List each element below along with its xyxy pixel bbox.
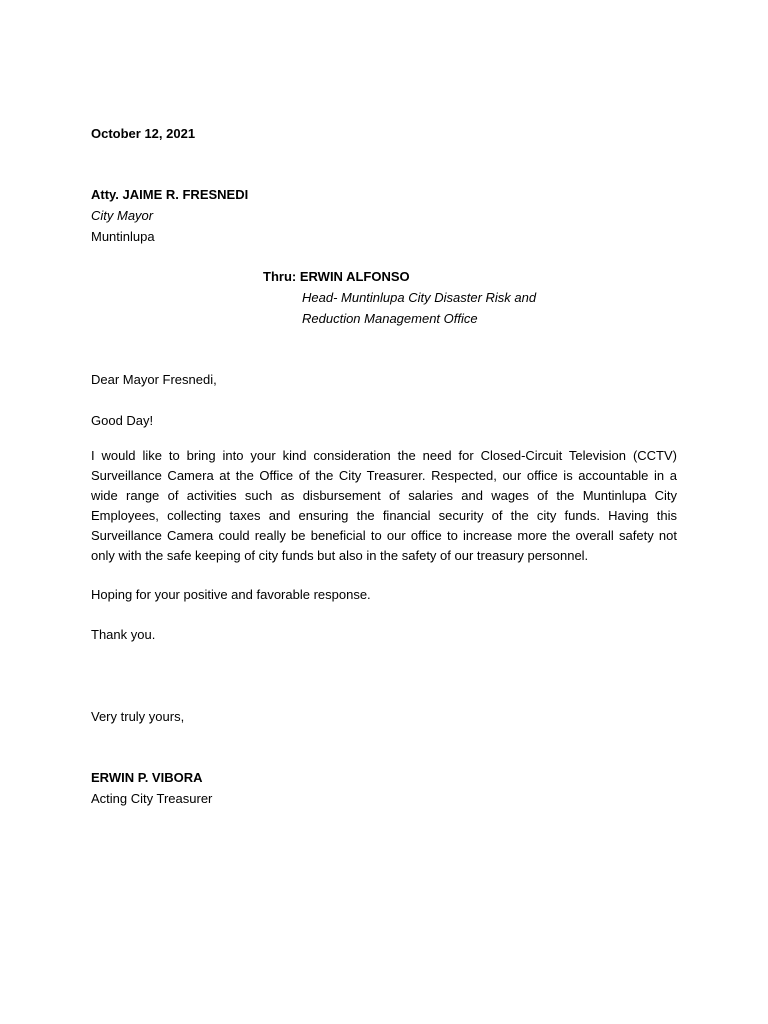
complimentary-close: Very truly yours, <box>91 709 185 724</box>
closing-request: Hoping for your positive and favorable response. <box>91 587 371 602</box>
signatory-title: Acting City Treasurer <box>91 791 213 806</box>
thru-title-line1: Head- Muntinlupa City Disaster Risk and <box>302 290 537 305</box>
salutation: Dear Mayor Fresnedi, <box>91 372 217 387</box>
body-paragraph: I would like to bring into your kind consideration the need for Closed-Circuit Television (CCTV) Surveillance Camera at the Office of the City Treasurer. Respected, our office is accountable in a wide range of activities such as disbursement of salaries and wages of the Muntinlupa City Employees, collecting taxes and ensuring the financial security of the city funds. Having this Surveillance Camera could really be beneficial to our office to increase more the overall safety not only with the safe keeping of city funds but also in the safety of our treasury personnel. <box>91 448 677 563</box>
thru-label: Thru: <box>263 269 297 284</box>
thanks-line: Thank you. <box>91 627 156 642</box>
recipient-name: Atty. JAIME R. FRESNEDI <box>91 187 249 202</box>
recipient-title: City Mayor <box>91 208 154 223</box>
thru-line <box>263 269 410 285</box>
greeting: Good Day! <box>91 413 154 428</box>
thru-name: ERWIN ALFONSO <box>299 269 410 284</box>
signatory-name: ERWIN P. VIBORA <box>91 770 203 785</box>
thru-title-line2: Reduction Management Office <box>302 311 478 326</box>
letter-date: October 12, 2021 <box>91 126 196 141</box>
recipient-location: Muntinlupa <box>91 229 155 244</box>
